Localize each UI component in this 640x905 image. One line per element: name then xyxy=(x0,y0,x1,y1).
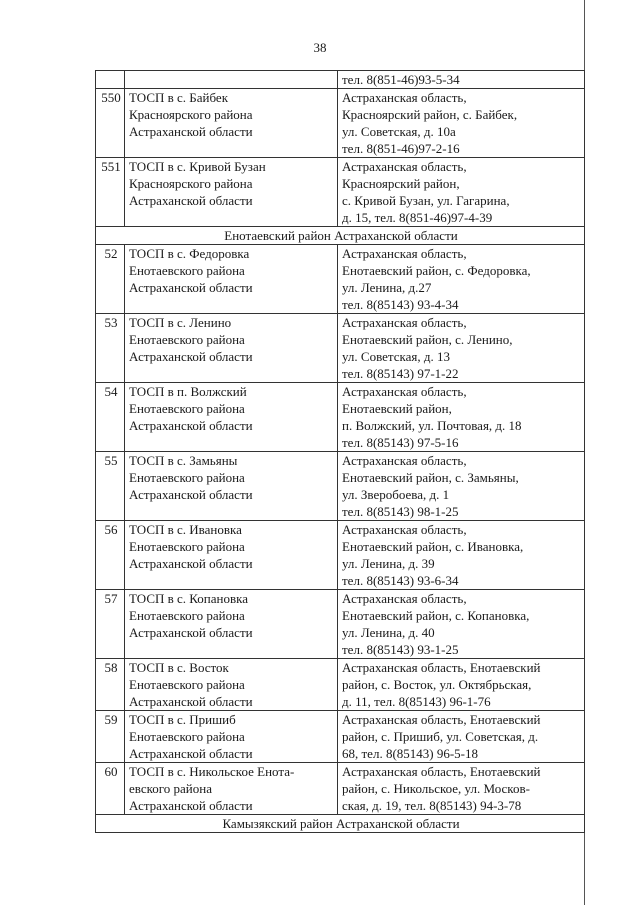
office-name-cell xyxy=(125,158,338,227)
office-name-line: ТОСП в с. Копановка xyxy=(129,591,249,606)
table-row xyxy=(96,452,585,521)
offices-table xyxy=(95,70,585,833)
office-name-line: Енотаевского района xyxy=(129,332,245,347)
office-name-line: Енотаевского района xyxy=(129,401,245,416)
office-address-line: д. 11, тел. 8(85143) 96-1-76 xyxy=(342,694,491,709)
office-address-line: Астраханская область, xyxy=(342,384,467,399)
office-address-cell xyxy=(338,245,585,314)
office-address-line: ул. Советская, д. 13 xyxy=(342,349,451,364)
office-address-line: Астраханская область, Енотаевский xyxy=(342,712,541,727)
office-name-line: Енотаевского района xyxy=(129,608,245,623)
office-name-line: Астраханской области xyxy=(129,694,253,709)
office-name-line: Енотаевского района xyxy=(129,263,245,278)
office-address-line: Енотаевский район, с. Копановка, xyxy=(342,608,530,623)
office-name-line: Астраханской области xyxy=(129,746,253,761)
table-row xyxy=(96,89,585,158)
office-address-line: Астраханская область, xyxy=(342,453,467,468)
office-address-line: Енотаевский район, xyxy=(342,401,452,416)
office-name-cell xyxy=(125,245,338,314)
office-address-line: Красноярский район, xyxy=(342,176,460,191)
office-name-cell xyxy=(125,763,338,815)
row-number: 60 xyxy=(96,763,125,815)
table-row xyxy=(96,245,585,314)
office-name-line: Астраханской области xyxy=(129,193,253,208)
table-row xyxy=(96,659,585,711)
office-name-line: ТОСП в с. Байбек xyxy=(129,90,229,105)
office-name-line: Астраханской области xyxy=(129,418,253,433)
table-row xyxy=(96,71,585,89)
table-row xyxy=(96,711,585,763)
office-address-cell xyxy=(338,71,585,89)
office-name-line: ТОСП в с. Ленино xyxy=(129,315,232,330)
table-row xyxy=(96,590,585,659)
district-header: Камызякский район Астраханской области xyxy=(96,815,585,833)
office-address-line: Астраханская область, xyxy=(342,246,467,261)
office-address-cell xyxy=(338,590,585,659)
office-name-cell xyxy=(125,452,338,521)
office-address-line: Енотаевский район, с. Ленино, xyxy=(342,332,513,347)
office-name-line: Енотаевского района xyxy=(129,470,245,485)
office-name-line: Астраханской области xyxy=(129,124,253,139)
office-address-line: Астраханская область, xyxy=(342,522,467,537)
table-row xyxy=(96,763,585,815)
row-number: 57 xyxy=(96,590,125,659)
office-address-line: ул. Ленина, д. 39 xyxy=(342,556,435,571)
office-name-line: Красноярского района xyxy=(129,176,253,191)
table-row xyxy=(96,314,585,383)
office-name-cell xyxy=(125,521,338,590)
table-row xyxy=(96,521,585,590)
office-address-line: тел. 8(85143) 93-1-25 xyxy=(342,642,459,657)
office-name-cell xyxy=(125,659,338,711)
office-name-cell xyxy=(125,89,338,158)
office-address-cell xyxy=(338,314,585,383)
office-address-cell xyxy=(338,158,585,227)
office-address-line: Астраханская область, xyxy=(342,159,467,174)
row-number: 550 xyxy=(96,89,125,158)
office-name-line: Астраханской области xyxy=(129,625,253,640)
office-address-cell xyxy=(338,521,585,590)
office-address-line: тел. 8(851-46)93-5-34 xyxy=(342,72,460,87)
office-address-line: Красноярский район, с. Байбек, xyxy=(342,107,518,122)
office-address-line: тел. 8(851-46)97-2-16 xyxy=(342,141,460,156)
office-address-cell xyxy=(338,711,585,763)
office-address-line: ул. Ленина, д. 40 xyxy=(342,625,435,640)
row-number: 52 xyxy=(96,245,125,314)
office-address-line: район, с. Восток, ул. Октябрьская, xyxy=(342,677,532,692)
district-header: Енотаевский район Астраханской области xyxy=(96,227,585,245)
office-address-line: ская, д. 19, тел. 8(85143) 94-3-78 xyxy=(342,798,522,813)
office-address-line: ул. Зверобоева, д. 1 xyxy=(342,487,450,502)
office-address-line: ул. Ленина, д.27 xyxy=(342,280,432,295)
office-name-cell xyxy=(125,314,338,383)
office-name-cell xyxy=(125,383,338,452)
district-header-row xyxy=(96,815,585,833)
row-number: 54 xyxy=(96,383,125,452)
office-name-line: Астраханской области xyxy=(129,556,253,571)
office-name-line: ТОСП в с. Никольское Енота- xyxy=(129,764,295,779)
office-address-line: Астраханская область, xyxy=(342,591,467,606)
office-name-cell xyxy=(125,71,338,89)
page-number: 38 xyxy=(313,40,327,55)
office-address-line: тел. 8(85143) 98-1-25 xyxy=(342,504,459,519)
office-name-line: ТОСП в с. Ивановка xyxy=(129,522,242,537)
office-address-cell xyxy=(338,89,585,158)
office-address-cell xyxy=(338,659,585,711)
office-address-line: п. Волжский, ул. Почтовая, д. 18 xyxy=(342,418,522,433)
office-address-line: тел. 8(85143) 97-1-22 xyxy=(342,366,459,381)
row-number: 56 xyxy=(96,521,125,590)
office-address-cell xyxy=(338,763,585,815)
office-name-line: Астраханской области xyxy=(129,349,253,364)
office-name-line: ТОСП в с. Пришиб xyxy=(129,712,236,727)
office-address-line: ул. Советская, д. 10а xyxy=(342,124,456,139)
table-row xyxy=(96,158,585,227)
office-name-line: Енотаевского района xyxy=(129,539,245,554)
office-name-line: ТОСП в с. Кривой Бузан xyxy=(129,159,266,174)
row-number xyxy=(96,71,125,89)
office-address-line: Астраханская область, Енотаевский xyxy=(342,660,541,675)
office-address-cell xyxy=(338,452,585,521)
office-address-line: Астраханская область, xyxy=(342,90,467,105)
office-address-line: д. 15, тел. 8(851-46)97-4-39 xyxy=(342,210,493,225)
office-address-line: Астраханская область, xyxy=(342,315,467,330)
office-address-line: 68, тел. 8(85143) 96-5-18 xyxy=(342,746,479,761)
office-address-line: тел. 8(85143) 93-4-34 xyxy=(342,297,459,312)
office-address-cell xyxy=(338,383,585,452)
office-address-line: Енотаевский район, с. Замьяны, xyxy=(342,470,519,485)
office-address-line: с. Кривой Бузан, ул. Гагарина, xyxy=(342,193,510,208)
office-name-line: Енотаевского района xyxy=(129,677,245,692)
office-address-line: район, с. Пришиб, ул. Советская, д. xyxy=(342,729,539,744)
row-number: 58 xyxy=(96,659,125,711)
row-number: 53 xyxy=(96,314,125,383)
office-name-line: ТОСП в с. Замьяны xyxy=(129,453,238,468)
row-number: 55 xyxy=(96,452,125,521)
office-name-line: ТОСП в с. Восток xyxy=(129,660,229,675)
office-name-cell xyxy=(125,590,338,659)
office-name-line: Астраханской области xyxy=(129,280,253,295)
office-name-line: Енотаевского района xyxy=(129,729,245,744)
office-address-line: тел. 8(85143) 93-6-34 xyxy=(342,573,459,588)
office-address-line: Енотаевский район, с. Ивановка, xyxy=(342,539,524,554)
office-address-line: тел. 8(85143) 97-5-16 xyxy=(342,435,459,450)
table-row xyxy=(96,383,585,452)
office-address-line: Енотаевский район, с. Федоровка, xyxy=(342,263,531,278)
office-address-line: район, с. Никольское, ул. Москов- xyxy=(342,781,530,796)
office-name-line: Астраханской области xyxy=(129,798,253,813)
offices-table-body xyxy=(96,71,585,833)
district-header-row xyxy=(96,227,585,245)
office-name-cell xyxy=(125,711,338,763)
office-name-line: евского района xyxy=(129,781,212,796)
row-number: 551 xyxy=(96,158,125,227)
row-number: 59 xyxy=(96,711,125,763)
office-name-line: Астраханской области xyxy=(129,487,253,502)
office-name-line: ТОСП в п. Волжский xyxy=(129,384,247,399)
office-address-line: Астраханская область, Енотаевский xyxy=(342,764,541,779)
office-name-line: Красноярского района xyxy=(129,107,253,122)
office-name-line: ТОСП в с. Федоровка xyxy=(129,246,250,261)
